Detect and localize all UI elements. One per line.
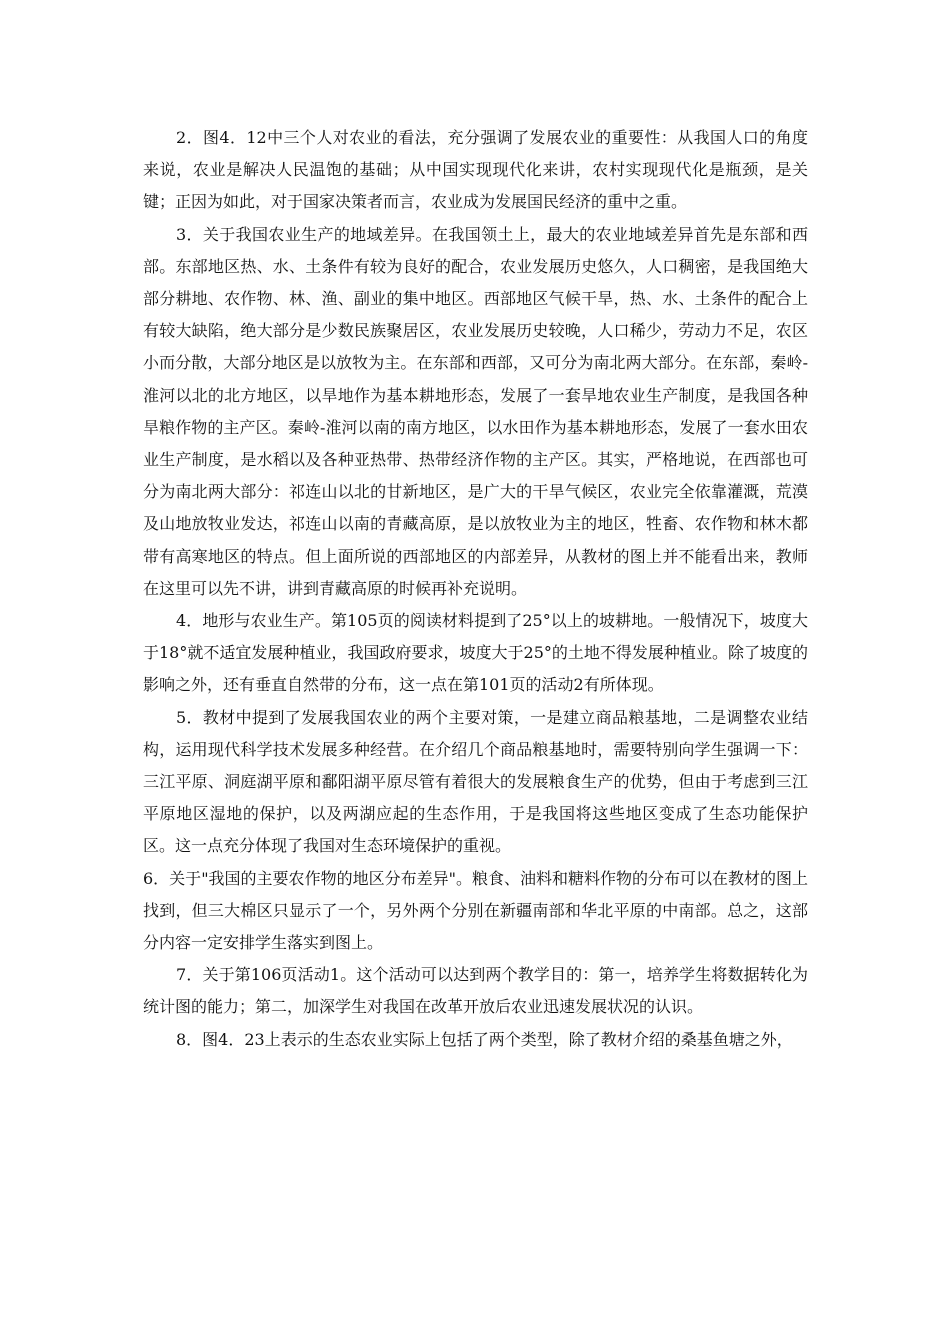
paragraph-8: 8．图4．23上表示的生态农业实际上包括了两个类型，除了教材介绍的桑基鱼塘之外， bbox=[176, 1029, 793, 1049]
paragraph-2: 2．图4．12中三个人对农业的看法，充分强调了发展农业的重要性：从我国人口的角度来说，农业是解决人民温饱的基础；从中国实现现代化来讲，农村实现现代化是瓶颈，是关键；正因为如此，对于国家决策者而言，农业成为发展国民经济的重中之重。 bbox=[143, 128, 808, 212]
paragraph-6: 6．关于"我国的主要农作物的地区分布差异"。粮食、油料和糖料作物的分布可以在教材的图上找到，但三大棉区只显示了一个，另外两个分别在新疆南部和华北平原的中南部。总之，这部分内容一定安排学生落实到图上。 bbox=[143, 868, 808, 953]
document-body bbox=[143, 122, 808, 1056]
paragraph-7: 7．关于第106页活动1。这个活动可以达到两个教学目的：第一，培养学生将数据转化为统计图的能力；第二，加深学生对我国在改革开放后农业迅速发展状况的认识。 bbox=[143, 965, 808, 1017]
paragraph-5: 5．教材中提到了发展我国农业的两个主要对策，一是建立商品粮基地，二是调整农业结构，运用现代科学技术发展多种经营。在介绍几个商品粮基地时，需要特别向学生强调一下：三江平原、洞庭湖平原和鄱阳湖平原尽管有着很大的发展粮食生产的优势，但由于考虑到三江平原地区湿地的保护，以及两湖应起的生态作用，于是我国将这些地区变成了生态功能保护区。这一点充分体现了我国对生态环境保护的重视。 bbox=[143, 707, 808, 856]
paragraph-4: 4．地形与农业生产。第105页的阅读材料提到了25°以上的坡耕地。一般情况下，坡度大于18°就不适宜发展种植业，我国政府要求，坡度大于25°的土地不得发展种植业。除了坡度的影响之外，还有垂直自然带的分布，这一点在第101页的活动2有所体现。 bbox=[143, 611, 808, 695]
paragraph-3: 3．关于我国农业生产的地域差异。在我国领土上，最大的农业地域差异首先是东部和西部。东部地区热、水、土条件有较为良好的配合，农业发展历史悠久，人口稠密，是我国绝大部分耕地、农作物、林、渔、副业的集中地区。西部地区气候干旱，热、水、土条件的配合上有较大缺陷，绝大部分是少数民族聚居区，农业发展历史较晚，人口稀少，劳动力不足，农区小而分散，大部分地区是以放牧为主。在东部和西部，又可分为南北两大部分。在东部，秦岭-淮河以北的北方地区，以旱地作为基本耕地形态，发展了一套旱地农业生产制度，是我国各种旱粮作物的主产区。秦岭-淮河以南的南方地区，以水田作为基本耕地形态，发展了一套水田农业生产制度，是水稻以及各种亚热带、热带经济作物的主产区。其实，严格地说，在西部也可分为南北两大部分：祁连山以北的甘新地区，是广大的干旱气候区，农业完全依靠灌溉，荒漠及山地放牧业发达，祁连山以南的青藏高原，是以放牧业为主的地区，牲畜、农作物和林木都带有高寒地区的特点。但上面所说的西部地区的内部差异，从教材的图上并不能看出来，教师在这里可以先不讲，讲到青藏高原的时候再补充说明。 bbox=[143, 224, 808, 598]
